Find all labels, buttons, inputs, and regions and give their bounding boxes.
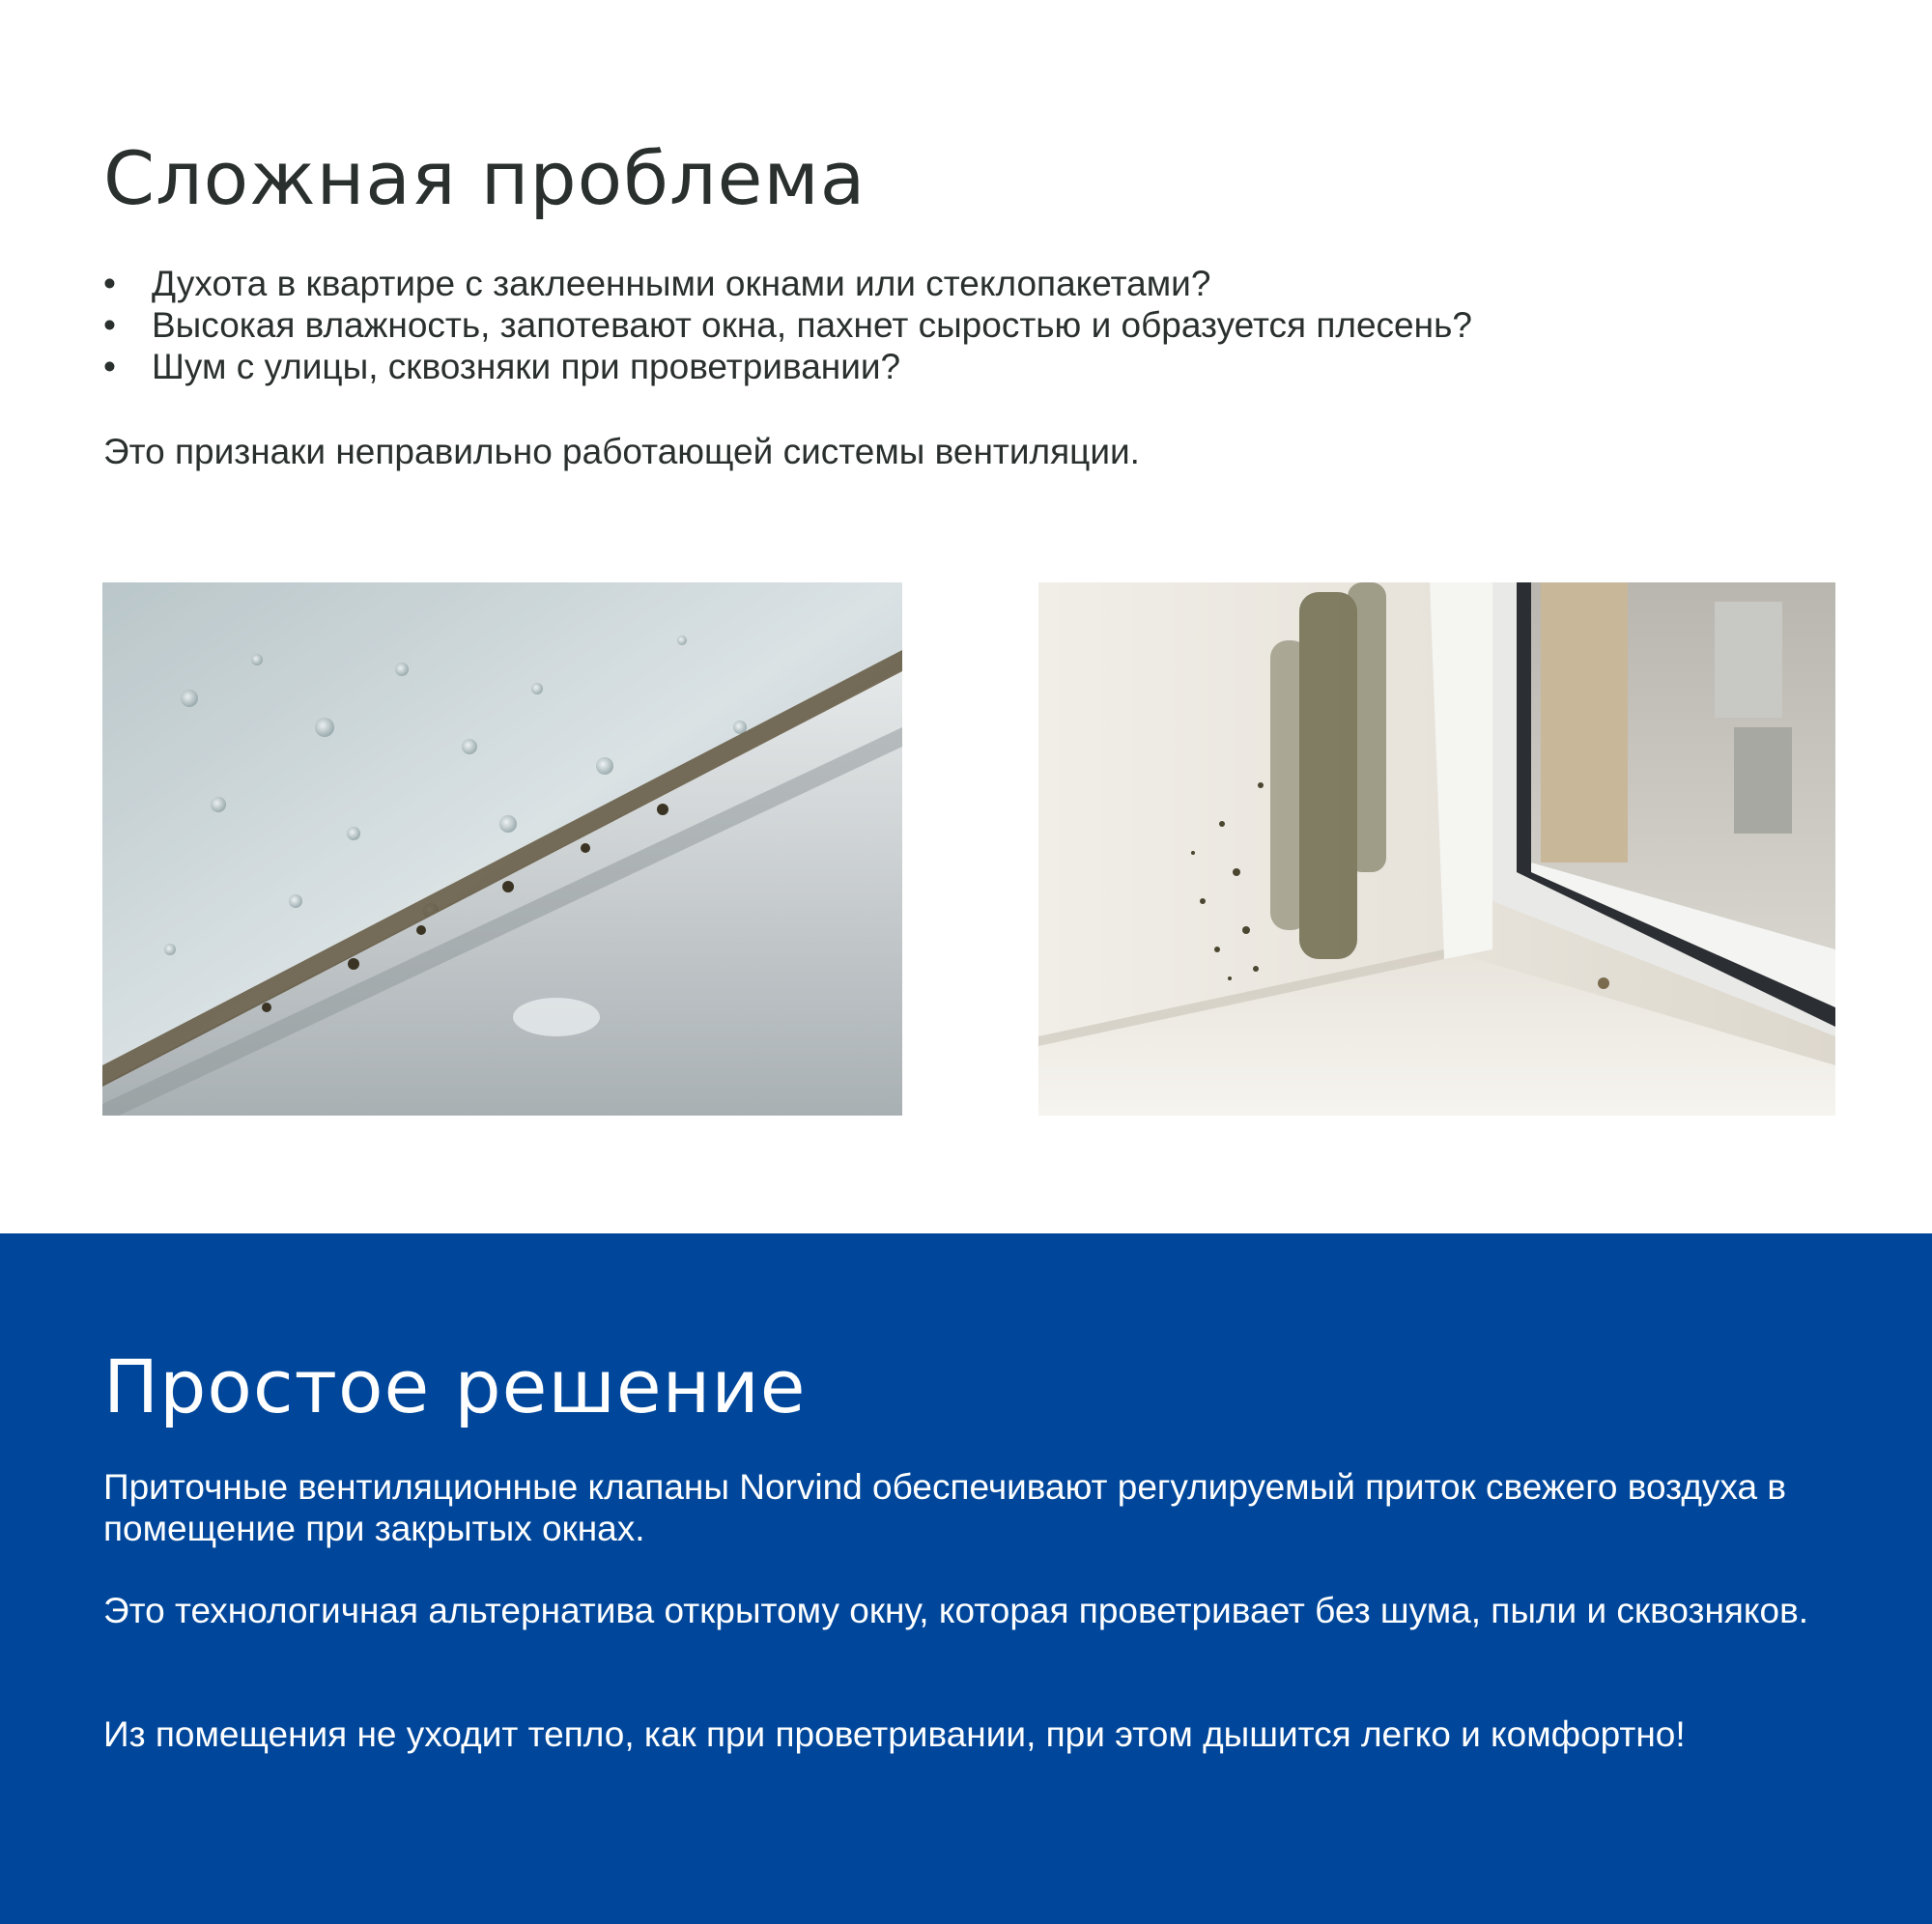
solution-title: Простое решение	[103, 1344, 807, 1429]
problem-title: Сложная проблема	[103, 135, 867, 221]
problem-bullet: • Высокая влажность, запотевают окна, пахнет сыростью и образуется плесень?	[103, 304, 1472, 346]
problem-list	[103, 263, 1472, 387]
solution-paragraph: Из помещения не уходит тепло, как при проветривании, при этом дышится легко и комфортно!	[103, 1714, 1686, 1754]
solution-paragraph: Это технологичная альтернатива открытому окну, которая проветривает без шума, пыли и сквозняков.	[103, 1591, 1809, 1630]
problem-bullet: • Шум с улицы, сквозняки при проветривании?	[103, 346, 1472, 387]
problem-bullet: • Духота в квартире с заклеенными окнами или стеклопакетами?	[103, 263, 1472, 304]
problem-note: Это признаки неправильно работающей системы вентиляции.	[103, 432, 1140, 471]
solution-paragraph: Приточные вентиляционные клапаны Norvind обеспечивают регулируемый приток свежего воздуха в помещение при закрытых окнах.	[103, 1467, 1787, 1548]
mold-corner-photo	[1038, 582, 1835, 1116]
condensation-window-photo	[102, 582, 902, 1116]
solution-section	[0, 1233, 1932, 1924]
